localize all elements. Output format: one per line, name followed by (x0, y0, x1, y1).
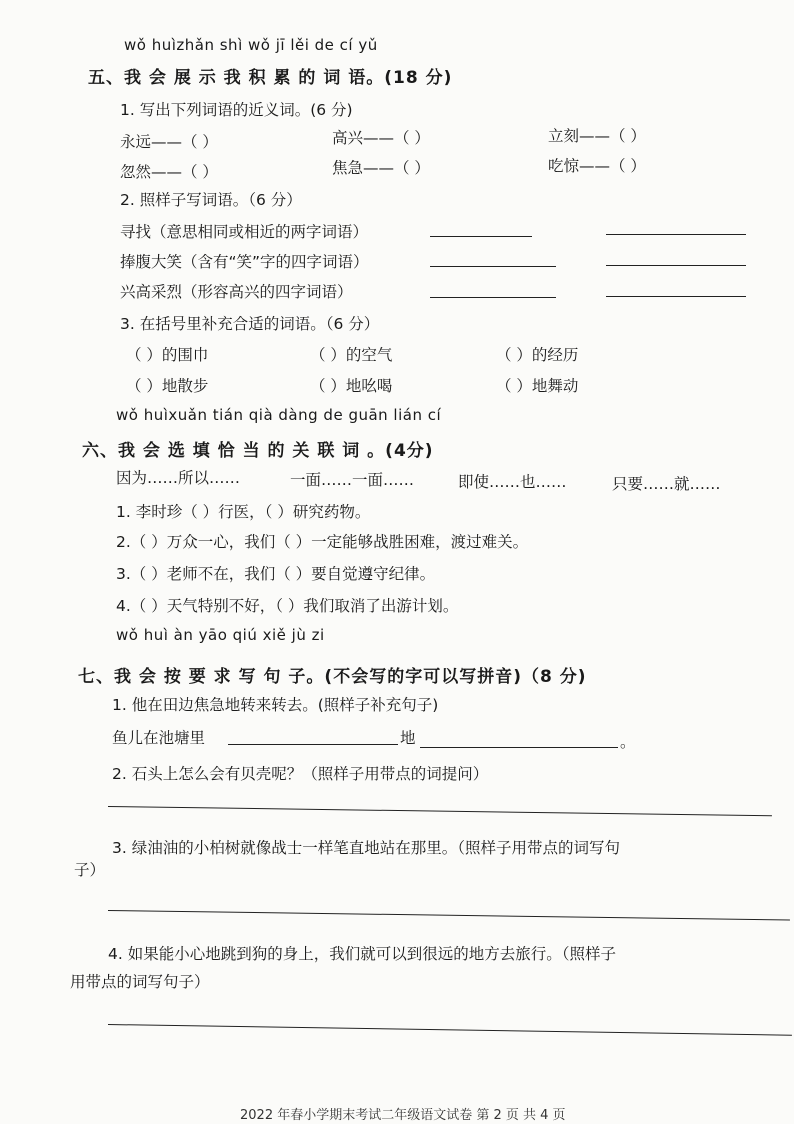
section7-pinyin: wǒ huì àn yāo qiú xiě jù zi (116, 626, 325, 644)
answer-line[interactable] (420, 747, 618, 748)
sec7-q2-prompt: 2. 石头上怎么会有贝壳呢？（照样子用带点的词提问） (112, 765, 489, 783)
synonym-item: 永远——（ ） (120, 133, 218, 151)
fill-phrase: （ ）地舞动 (496, 377, 579, 395)
section6-pinyin: wǒ huìxuǎn tián qià dàng de guān lián cí (116, 406, 442, 424)
sec7-q1-fill-mid: 地 (400, 729, 416, 747)
synonym-item: 高兴——（ ） (332, 129, 430, 147)
fill-phrase: （ ）地吆喝 (310, 377, 393, 395)
section5-pinyin: wǒ huìzhǎn shì wǒ jī lěi de cí yǔ (124, 36, 378, 54)
sec7-q1-fill-start: 鱼儿在池塘里 (112, 729, 206, 747)
answer-line[interactable] (430, 236, 532, 237)
sec7-q1-prompt: 1. 他在田边焦急地转来转去。(照样子补充句子) (112, 696, 439, 714)
conjunction-item: 4.（ ）天气特别不好，（ ）我们取消了出游计划。 (116, 597, 459, 615)
conjunction-item: 2.（ ）万众一心，我们（ ）一定能够战胜困难，渡过难关。 (116, 533, 529, 551)
section5-title: 五、我 会 展 示 我 积 累 的 词 语。(18 分) (88, 68, 453, 88)
section7-title: 七、我 会 按 要 求 写 句 子。(不会写的字可以写拼音)（8 分) (78, 667, 587, 687)
sec7-q4-prompt-cont: 用带点的词写句子） (70, 973, 210, 991)
sec5-q2-row: 兴高采烈（形容高兴的四字词语） (120, 283, 353, 301)
answer-line[interactable] (606, 265, 746, 266)
synonym-item: 吃惊——（ ） (548, 157, 646, 175)
answer-line[interactable] (606, 234, 746, 235)
answer-line[interactable] (606, 296, 746, 297)
section6-title: 六、我 会 选 填 恰 当 的 关 联 词 。(4分) (82, 441, 434, 461)
synonym-item: 焦急——（ ） (332, 159, 430, 177)
answer-line[interactable] (228, 744, 398, 745)
conjunction-option: 只要……就…… (612, 475, 721, 493)
sec7-q4-prompt: 4. 如果能小心地跳到狗的身上，我们就可以到很远的地方去旅行。（照样子 (108, 945, 616, 963)
sec7-q1-fill-end: 。 (620, 733, 636, 751)
fill-phrase: （ ）的经历 (496, 346, 579, 364)
conjunction-option: 即使……也…… (458, 473, 567, 491)
answer-line[interactable] (430, 266, 556, 267)
answer-line[interactable] (108, 910, 790, 921)
answer-line[interactable] (108, 806, 772, 816)
sec5-q2-row: 寻找（意思相同或相近的两字词语） (120, 223, 369, 241)
sec5-q1-prompt: 1. 写出下列词语的近义词。(6 分) (120, 101, 353, 119)
sec7-q3-prompt-cont: 子） (74, 861, 106, 879)
synonym-item: 忽然——（ ） (120, 163, 218, 181)
sec5-q3-prompt: 3. 在括号里补充合适的词语。（6 分） (120, 315, 380, 333)
answer-line[interactable] (108, 1024, 792, 1036)
sec5-q2-prompt: 2. 照样子写词语。（6 分） (120, 191, 302, 209)
synonym-item: 立刻——（ ） (548, 127, 646, 145)
fill-phrase: （ ）的空气 (310, 346, 393, 364)
fill-phrase: （ ）地散步 (126, 377, 209, 395)
conjunction-option: 一面……一面…… (290, 471, 415, 489)
page-footer: 2022 年春小学期末考试二年级语文试卷 第 2 页 共 4 页 (240, 1108, 566, 1123)
fill-phrase: （ ）的围巾 (126, 346, 209, 364)
conjunction-item: 1. 李时珍（ ）行医，（ ）研究药物。 (116, 503, 371, 521)
sec7-q3-prompt: 3. 绿油油的小柏树就像战士一样笔直地站在那里。（照样子用带点的词写句 (112, 839, 620, 857)
conjunction-item: 3.（ ）老师不在，我们（ ）要自觉遵守纪律。 (116, 565, 436, 583)
sec5-q2-row: 捧腹大笑（含有“笑”字的四字词语） (120, 253, 369, 271)
conjunction-option: 因为……所以…… (116, 469, 241, 487)
answer-line[interactable] (430, 297, 556, 298)
